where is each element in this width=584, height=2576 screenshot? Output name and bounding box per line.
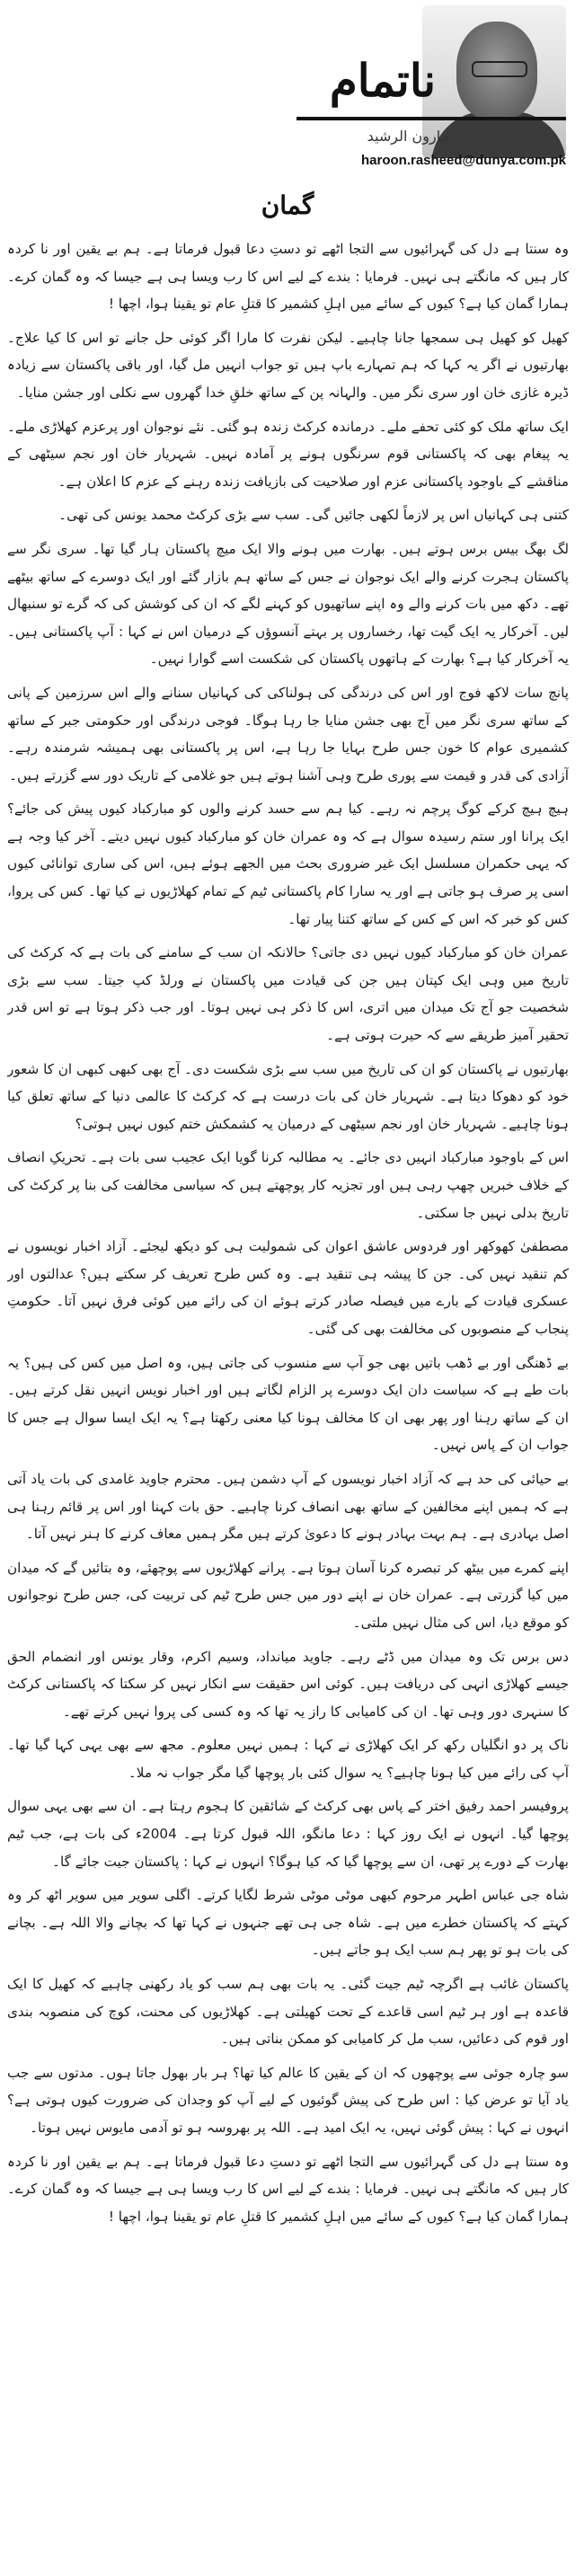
article-paragraph: اس کے باوجود مبارکباد انہیں دی جائے۔ یہ مطالبہ کرنا گویا ایک عجیب سی بات ہے۔ تحریکِ انصاف کے خلاف خبریں چھپ رہی ہیں اور تجزیہ کار پوچھتے ہیں کہ سیاسی مخالفت کی بنا پر کرکٹ کی تاریخ بدلی نہیں جا سکتی۔ bbox=[7, 1149, 569, 1221]
article-paragraph: وہ سنتا ہے دل کی گہرائیوں سے التجا اٹھے تو دستِ دعا قبول فرماتا ہے۔ ہم بے یقین اور نا کردہ کار ہیں کہ مانگتے ہی نہیں۔ فرمایا : بندے کے لیے اس کا رب ویسا ہی ہے جیسا کہ وہ گمان کرے۔ ہمارا گمان کیا ہے؟ کیوں کے سائے میں اہلِ کشمیر کا قتلِ عام تو یقینا ہوا، اچھا ! bbox=[7, 2153, 569, 2225]
article-paragraph: پانچ سات لاکھ فوج اور اس کی درندگی کی ہولناکی کی کہانیاں سنانے والے اس سرزمین کے پانی کے ساتھ سری نگر میں آج بھی جشن منایا جا رہا ہوگا۔ فوجی درندگی اور حکومتی جبر کے ساتھ کشمیری عوام کا خون جس طرح بہایا جا رہا ہے، اس پر پاکستانی بھی ہمیشہ شرمندہ رہے۔ آزادی کی قدر و قیمت سے پوری طرح وہی آشنا ہوتے ہیں جو غلامی کے تاریک دور سے گزرتے ہیں۔ bbox=[7, 684, 569, 783]
article-paragraph: مصطفیٰ کھوکھر اور فردوس عاشق اعوان کی شمولیت ہی کو دیکھ لیجئے۔ آزاد اخبار نویسوں نے کم تنقید نہیں کی۔ جن کا پیشہ ہی تنقید ہے۔ وہ کس طرح تعریف کر سکتے ہیں؟ عدالتوں اور عسکری قیادت کے بارے میں فیصلہ صادر کرتے ہوئے ان کی رائے میں کوئی فرق نہیں آتا۔ حکومتِ پنجاب کے منصوبوں کی مخالفت بھی کی گئی۔ bbox=[7, 1238, 569, 1337]
article-paragraph: سو چارہ جوئی سے پوچھوں کہ ان کے یقین کا عالم کیا تھا؟ ہر بار بھول جاتا ہوں۔ مدتوں سے جب یاد آیا تو عرض کیا : اس طرح کی پیش گوئیوں کے لیے آپ کو وجدان کی ضرورت کیوں ہوتی ہے؟ انہوں نے کہا : پیش گوئی نہیں، یہ ایک امید ہے۔ اللہ پر بھروسہ ہو تو آدمی مایوس نہیں ہوتا۔ bbox=[7, 2064, 569, 2136]
logo-divider bbox=[296, 117, 566, 120]
article-paragraph: بے ڈھنگی اور بے ڈھب باتیں بھی جو آپ سے منسوب کی جاتی ہیں، وہ اصل میں کس کی ہیں؟ یہ بات طے ہے کہ سیاست دان ایک دوسرے پر الزام لگاتے ہیں اور اخبار نویس انہیں نقل کرتے ہیں۔ ان کے ساتھ رہنا اور پھر بھی ان کا مخالف ہونا کیا معنی رکھتا ہے؟ یہ ایک ایسا سوال ہے جس کا جواب ان کے پاس نہیں۔ bbox=[7, 1354, 569, 1454]
article-body bbox=[7, 235, 569, 2567]
article-paragraph: لگ بھگ بیس برس ہوتے ہیں۔ بھارت میں ہونے والا ایک میچ پاکستان ہار گیا تھا۔ سری نگر سے پاکستان ہجرت کرنے والے ایک نوجوان نے جس کے ساتھ ہم بازار گئے اور ایک دوسرے کے ساتھ بیٹھے تھے۔ دکھ میں بات کرنے والے وہ اپنے ساتھیوں کو کہنے لگے کہ ان کی کوشش کی کہ گرے تو سنبھال لیں۔ آخرکار یہ ایک گیت تھا، رخساروں پر بہتے آنسوؤں کے درمیان اس نے کہا : آپ پاکستانی ہیں۔ یہ آخرکار کیا ہے؟ بھارت کے ہاتھوں پاکستان کی شکست اسے گوارا نہیں۔ bbox=[7, 540, 569, 668]
article-paragraph: اپنے کمرے میں بیٹھ کر تبصرہ کرنا آسان ہوتا ہے۔ پرانے کھلاڑیوں سے پوچھئے، وہ بتائیں گے کہ میدان میں کیا گزرتی ہے۔ عمران خان نے اپنے دور میں جس طرح ٹیم کی تربیت کی، جس طرح نوجوانوں کو موقع دیا، اس کی مثال نہیں ملتی۔ bbox=[7, 1559, 569, 1631]
article-paragraph: دس برس تک وہ میدان میں ڈٹے رہے۔ جاوید میانداد، وسیم اکرم، وقار یونس اور انضمام الحق جیسے کھلاڑی انہی کی دریافت ہیں۔ کوئی اس حقیقت سے انکار نہیں کر سکتا کہ پاکستانی کرکٹ کا سنہری دور وہی تھا۔ ان کی کامیابی کا راز یہ تھا کہ وہ کسی کی پروا نہیں کرتے تھے۔ bbox=[7, 1648, 569, 1720]
article-paragraph: ایک ساتھ ملک کو کئی تحفے ملے۔ درماندہ کرکٹ زندہ ہو گئی۔ نئے نوجوان اور پرعزم کھلاڑی ملے۔ یہ پیغام بھی کہ پاکستانی قوم سرنگوں ہونے پر آمادہ نہیں۔ شہریار خان اور نجم سیٹھی کے مناقشے کے باوجود پاکستانی عزم اور صلاحیت کی بازیافت زندہ رہنے کے عزم کا اعلان ہے۔ bbox=[7, 418, 569, 490]
column-header bbox=[0, 0, 584, 184]
author-email[interactable]: haroon.rasheed@dunya.com.pk bbox=[360, 153, 566, 168]
article-paragraph: بے حیائی کی حد ہے کہ آزاد اخبار نویسوں کے آپ دشمن ہیں۔ محترم جاوید غامدی کی بات یاد آتی ہے کہ ہمیں اپنے مخالفین کے ساتھ بھی انصاف کرنا چاہیے۔ حق بات کہنا اور اس پر قائم رہنا ہی اصل بہادری ہے۔ ہم بہت بہادر ہونے کا دعویٰ کرتے ہیں مگر ہمیں معاف کرنے کا ہنر نہیں آتا۔ bbox=[7, 1470, 569, 1543]
portrait-glasses bbox=[472, 61, 527, 77]
article-title: گمان bbox=[261, 190, 314, 220]
article-paragraph: کتنی ہی کہانیاں اس پر لازماً لکھی جائیں گی۔ سب سے بڑی کرکٹ محمد یونس کی تھی۔ bbox=[58, 507, 569, 524]
author-name: ہارون الرشید bbox=[367, 128, 449, 145]
article-paragraph: پاکستان غائب ہے اگرچہ ٹیم جیت گئی۔ یہ بات بھی ہم سب کو یاد رکھنی چاہیے کہ کھیل کا ایک قاعدہ ہے اور ہر ٹیم اسی قاعدے کے تحت کھیلتی ہے۔ کھلاڑیوں کی محنت، کوچ کی منصوبہ بندی اور قوم کی دعائیں، سب مل کر کامیابی کو ممکن بناتی ہیں۔ bbox=[7, 1976, 569, 2048]
article-paragraph: پروفیسر احمد رفیق اختر کے پاس بھی کرکٹ کے شائقین کا ہجوم رہتا ہے۔ ان سے بھی یہی سوال پوچھا گیا۔ انہوں نے ایک روز کہا : دعا مانگو، اللہ قبول کرتا ہے۔ 2004ء کی بات ہے، جب ٹیم بھارت کے دورے پر تھی، ان سے پوچھا گیا کہ کیا ہوگا؟ انہوں نے کہا : پاکستان جیت جائے گا۔ bbox=[7, 1798, 569, 1870]
article-paragraph: بھارتیوں نے پاکستان کو ان کی تاریخ میں سب سے بڑی شکست دی۔ آج بھی کبھی کبھی ان کا شعور خود کو دھوکا دیتا ہے۔ شہریار خان کی بات درست ہے کہ کرکٹ کا عالمی دنیا کے ساتھ تعلق کیا ہونا چاہیے۔ شہریار خان اور نجم سیٹھی کے درمیان یہ کشمکش ختم کیوں نہیں ہوتی؟ bbox=[7, 1060, 569, 1132]
article-paragraph: ناک پر دو انگلیاں رکھ کر ایک کھلاڑی نے کہا : ہمیں نہیں معلوم۔ مجھ سے بھی یہی کہا گیا تھا۔ آپ کی رائے میں کیا ہونا چاہیے؟ یہ سوال کئی بار پوچھا گیا مگر جواب نہ ملا۔ bbox=[7, 1737, 569, 1781]
article-paragraph: عمران خان کو مبارکباد کیوں نہیں دی جاتی؟ حالانکہ ان سب کے سامنے کی بات ہے کہ کرکٹ کی تاریخ میں وہی ایک کپتان ہیں جن کی قیادت میں پاکستان نے ورلڈ کپ جیتا۔ سب سے بڑی شخصیت جو آج تک میدان میں اتری، اس کا ذکر ہی نہیں ہوتا۔ اور جب ذکر ہوتا ہے تو اس قدر تحقیر آمیز طریقے سے کہ حیرت ہوتی ہے۔ bbox=[7, 944, 569, 1044]
article-paragraph: کھیل کو کھیل ہی سمجھا جانا چاہیے۔ لیکن نفرت کا مارا اگر کوئی حل جانے تو اس کا کیا علاج۔ بھارتیوں نے اگر یہ کہا کہ ہم تمہارے باپ ہیں تو جواب انہیں مل گیا، اور باقی پاکستان سے زیادہ ڈیرہ غازی خان اور سری نگر میں۔ والہانہ پن کے ساتھ خلقِ خدا گھروں سے نکلی اور جشن منایا۔ bbox=[7, 329, 569, 401]
article-paragraph: شاہ جی عباس اطہر مرحوم کبھی موٹی موٹی شرط لگایا کرتے۔ اگلی سویر میں سویر اٹھ کر وہ کہتے کہ پاکستان خطرے میں ہے۔ شاہ جی ہی تھے جنہوں نے کہا تھا کہ بچانے والا اللہ ہے۔ بچانے کی بات ہو تو پھر ہم سب ایک ہو جاتے ہیں۔ bbox=[7, 1887, 569, 1959]
article-paragraph: ہیچ ہیچ کرکے کوگ پرچم نہ رہے۔ کیا ہم سے حسد کرنے والوں کو مبارکباد کیوں پیش کی جائے؟ ایک پرانا اور ستم رسیدہ سوال ہے کہ وہ عمران خان کو مبارکباد کیوں نہیں دیتے۔ آخر کیا وجہ ہے کہ یہی حکمران مسلسل ایک غیر ضروری بحث میں الجھے ہوئے ہیں، اس کی ساری توانائی کیوں اسی پر صرف ہو جاتی ہے اور یہ سارا کام پاکستانی ٹیم کے تمام کھلاڑیوں نے کیا تھا۔ کس کی پروا، کس کو خبر کہ اس کے کس کے ساتھ کتنا پیار تھا۔ bbox=[7, 801, 569, 927]
column-logo: ناتمام bbox=[329, 54, 436, 107]
article-paragraph: وہ سنتا ہے دل کی گہرائیوں سے التجا اٹھے تو دستِ دعا قبول فرماتا ہے۔ ہم بے یقین اور نا کردہ کار ہیں کہ مانگتے ہی نہیں۔ فرمایا : بندے کے لیے اس کا رب ویسا ہی ہے جیسا کہ وہ گمان کرے۔ ہمارا گمان کیا ہے؟ کیوں کے سائے میں اہلِ کشمیر کا قتلِ عام تو یقینا ہوا، اچھا ! bbox=[7, 241, 569, 313]
